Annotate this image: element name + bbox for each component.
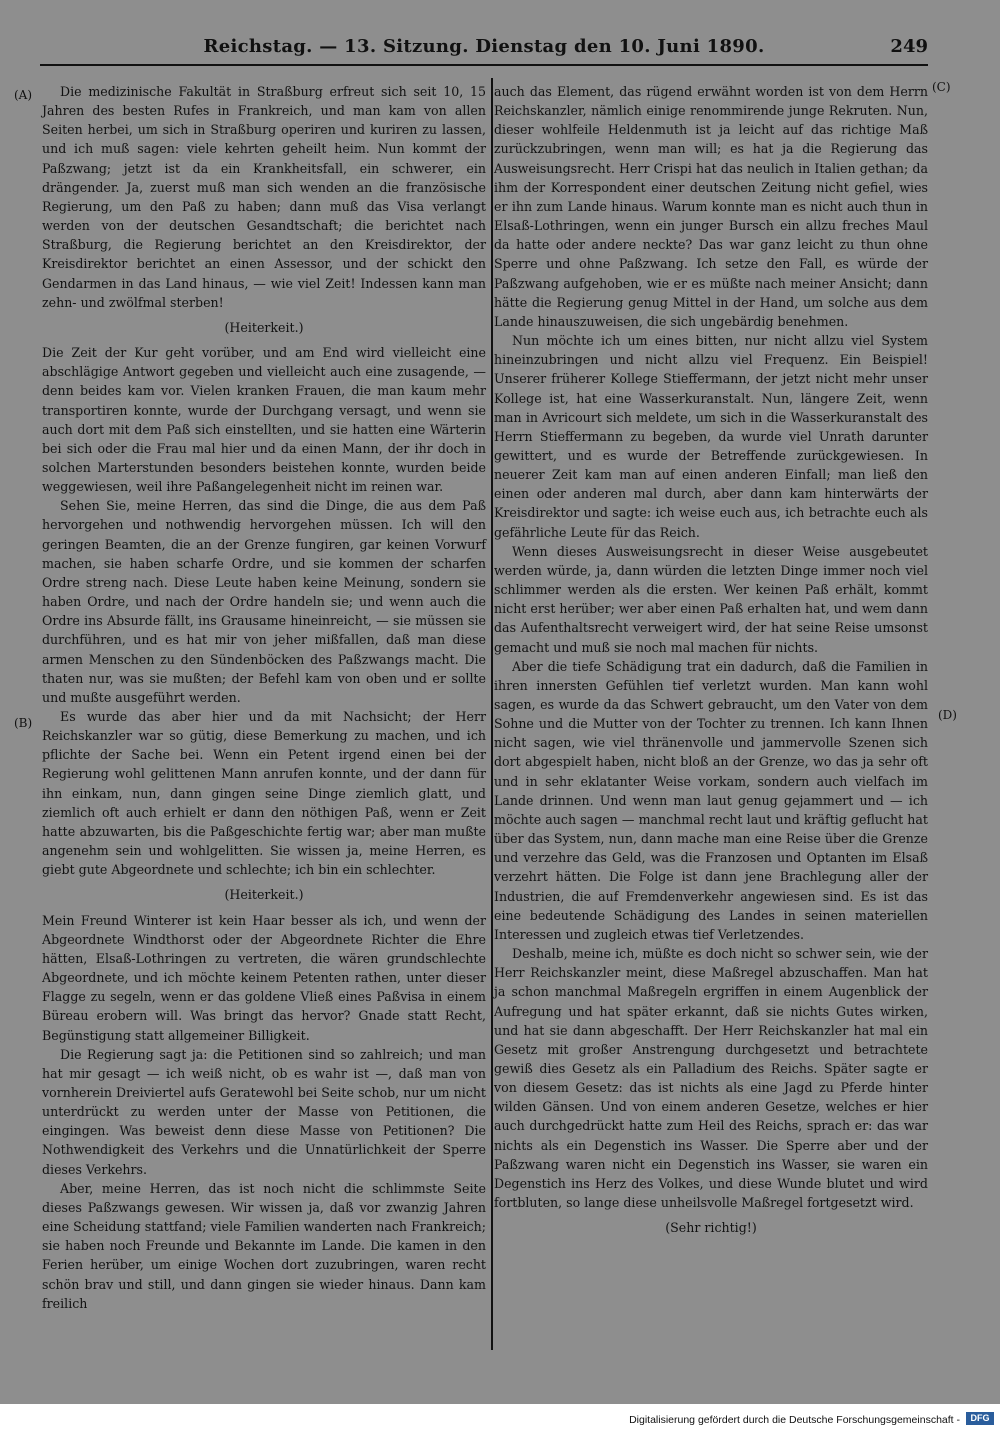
page-number: 249 [890, 36, 928, 57]
paragraph: Die Regierung sagt ja: die Petitionen sind so zahlreich; und man hat mir gesagt — ich weiß nicht, ob es wahr ist —, daß man von vornherein Dreiviertel aufs Geratewohl bei Seite schob, nur um nicht unterdrückt zu werden unter der Masse von Petitionen, die eingingen. Was beweist denn diese Masse von Petitionen? Die Nothwendigkeit des Verkehrs und die Unnatürlichkeit der Sperre dieses Verkehrs. [42, 1046, 486, 1177]
paragraph: Mein Freund Winterer ist kein Haar besser als ich, und wenn der Abgeordnete Windthorst oder der Abgeordnete Richter die Ehre hätten, Elsaß-Lothringen zu vertreten, die wären grundschlechte Abgeordnete, und ich möchte keinem Petenten rathen, unter dieser Flagge zu segeln, wenn er das goldene Vließ eines Paßvisa in einem Büreau erobern will. Was bringt das hervor? Gnade statt Recht, Begünstigung statt allgemeiner Billigkeit. [42, 912, 486, 1043]
interjection: (Sehr richtig!) [665, 1220, 757, 1236]
footer-bar [0, 1404, 1000, 1432]
dfg-logo: DFG [966, 1412, 994, 1425]
header-rule [40, 64, 928, 66]
paragraph: Aber die tiefe Schädigung trat ein dadurch, daß die Familien in ihren innersten Gefühlen tief verletzt wurden. Man kann wohl sagen, es wurde da das Schwert gebraucht, um den Vater von dem Sohne und die Mutter von der Tochter zu trennen. Ich kann Ihnen nicht sagen, wie viel thränenvolle und jammervolle Szenen sich dort abgespielt haben, nicht bloß an der Grenze, wo das ja sehr oft und in sehr eklatanter Weise vorkam, sondern auch vielfach im Lande drinnen. Und wenn man laut genug gejammert und — ich möchte auch sagen — manchmal recht laut und kräftig geflucht hat über das System, nun, dann mache man eine Reise über die Grenze und verzehre das Geld, was die Franzosen und Optanten im Elsaß verzehrt hätten. Die Folge ist dann jene Brachlegung aller der Industrien, die auf Fremdenverkehr angewiesen sind. Es ist das eine bedeutende Schädigung des Landes in seinen materiellen Interessen und zugleich etwas tief Verletzendes. [494, 658, 928, 942]
paragraph: Aber, meine Herren, das ist noch nicht die schlimmste Seite dieses Paßzwangs gewesen. Wir wissen ja, daß vor zwanzig Jahren eine Scheidung stattfand; viele Familien wanderten nach Frankreich; sie haben noch Freunde und Bekannte im Lande. Die kamen in den Ferien herüber, um einige Wochen dort zuzubringen, waren recht schön brav und still, und dann gingen sie wieder hinaus. Dann kam freilich [42, 1180, 486, 1311]
paragraph: Wenn dieses Ausweisungsrecht in dieser Weise ausgebeutet werden würde, ja, dann würden die letzten Dinge immer noch viel schlimmer werden als die ersten. Wer keinen Paß erhält, kommt nicht erst herüber; wer aber einen Paß erhalten hat, und wem dann das Aufenthaltsrecht verweigert wird, der hat seine Reise umsonst gemacht und muß sie noch mal machen für nichts. [494, 543, 928, 655]
left-column [42, 82, 486, 1313]
margin-mark-b: (B) [14, 716, 33, 730]
interjection: (Heiterkeit.) [224, 887, 304, 903]
right-column [494, 82, 928, 1243]
running-head: Reichstag. — 13. Sitzung. Dienstag den 10. Juni 1890. [203, 36, 765, 57]
paragraph: Die Zeit der Kur geht vorüber, und am End wird vielleicht eine abschlägige Antwort gegeben und vielleicht auch eine zusagende, — denn beides kam vor. Vielen kranken Frauen, die man kaum mehr transportiren konnte, wurde der Durchgang versagt, und wenn sie auch dort mit dem Paß sich einstellten, und sie hatten eine Wärterin bei sich oder die Frau mal hier und da einen Mann, der ihr doch in solchen Marterstunden besonders beistehen konnte, wurden beide weggewiesen, weil ihre Paßangelegenheit nicht im reinen war. [42, 345, 486, 495]
column-divider [491, 78, 493, 1350]
page-header [40, 36, 928, 66]
paragraph: Es wurde das aber hier und da mit Nachsicht; der Herr Reichskanzler war so gütig, diese Bemerkung zu machen, und ich pflichte der Sache bei. Wenn ein Petent irgend einen bei der Regierung wohl gelittenen Mann anrufen konnte, und der dann für ihn einkam, nun, dann gingen seine Dinge ziemlich glatt, und ziemlich oft auch erhielt er dann den nöthigen Paß, wenn er Zeit hatte abzuwarten, bis die Paßgeschichte fertig war; aber man mußte angenehm sein und wohlgelitten. Sie wissen ja, meine Herren, es giebt gute Abgeordnete und schlechte; ich bin ein schlechter. [42, 709, 486, 878]
paragraph: Deshalb, meine ich, müßte es doch nicht so schwer sein, wie der Herr Reichskanzler meint, diese Maßregel abzuschaffen. Man hat ja schon manchmal Maßregeln ergriffen in einem Augenblick der Aufregung und hat später erkannt, daß sie nichts Gutes wirken, und hat sie dann abgeschafft. Der Herr Reichskanzler hat mal ein Gesetz mit großer Anstrengung durchgesetzt und betrachtete gewiß dies Gesetz als ein Palladium des Reichs. Später sagte er von diesem Gesetz: das ist nichts als eine Jagd zu Pferde hinter wilden Gänsen. Und von einem anderen Gesetze, welches er hier auch durchgedrückt hatte zum Heil des Reichs, sprach er: das war nichts als ein Degenstich ins Wasser. Die Sperre aber und der Paßzwang waren nicht ein Degenstich ins Wasser, sie waren ein Degenstich ins Herz des Volkes, und diese Wunde blutet und wird fortbluten, so lange diese unheilsvolle Maßregel fortgesetzt wird. [494, 946, 928, 1211]
paragraph: Die medizinische Fakultät in Straßburg erfreut sich seit 10, 15 Jahren des besten Rufes in Frankreich, und man kam von allen Seiten herbei, um sich in Straßburg operiren und kuriren zu lassen, und ich muß sagen: viele kehrten geheilt heim. Nun kommt der Paßzwang; jetzt ist da ein Krankheitsfall, ein schwerer, ein drängender. Ja, zuerst muß man sich wenden an die französische Regierung, um den Paß zu haben; dann muß das Visa verlangt werden von der deutschen Gesandtschaft; die berichtet nach Straßburg, die Regierung berichtet an den Kreisdirektor, der Kreisdirektor berichtet an einen Assessor, und der schickt den Gendarmen in das Land hinaus, — wie viel Zeit! Indessen kann man zehn- und zwölfmal sterben! [42, 84, 486, 310]
paragraph: auch das Element, das rügend erwähnt worden ist von dem Herrn Reichskanzler, nämlich einige renommirende junge Rekruten. Nun, dieser wohlfeile Heldenmuth ist ja leicht auf das richtige Maß zurückzubringen, wenn man will; es hat ja die Regierung das Ausweisungsrecht. Herr Crispi hat das neulich in Italien gethan; da ihm der Korrespondent einer deutschen Zeitung nicht gefiel, wies er ihn zum Lande hinaus. Warum konnte man es nicht auch thun in Elsaß-Lothringen, wenn ein junger Bursch ein allzu freches Maul da hatte oder andere neckte? Das war ganz leicht zu thun ohne Sperre und ohne Paßzwang. Ich setze den Fall, es würde der Paßzwang aufgehoben, wie er es müßte nach meiner Ansicht; dann hätte die Regierung genug Mittel in der Hand, um solche aus dem Lande hinauszuweisen, die sich ungebärdig benehmen. [494, 84, 928, 329]
margin-mark-c: (C) [932, 80, 951, 94]
footer-credit: Digitalisierung gefördert durch die Deutsche Forschungsgemeinschaft - [629, 1414, 960, 1426]
margin-mark-a: (A) [14, 88, 33, 102]
interjection: (Heiterkeit.) [224, 319, 304, 335]
paragraph: Sehen Sie, meine Herren, das sind die Dinge, die aus dem Paß hervorgehen und nothwendig hervorgehen müssen. Ich will den geringen Beamten, die an der Grenze fungiren, gar keinen Vorwurf machen, sie haben scharfe Ordre, und sie kommen der scharfen Ordre streng nach. Diese Leute haben keine Meinung, sondern sie haben Ordre, und nach der Ordre handeln sie; und wenn auch die Ordre ins Absurde fällt, ins Grausame hineinreicht, — sie müssen sie durchführen, und es hat mir von jeher mißfallen, daß man diese armen Menschen zu den Sündenböcken des Paßzwangs macht. Die thaten nur, was sie mußten; der Befehl kam von oben und er sollte und mußte ausgeführt werden. [42, 498, 486, 705]
margin-mark-d: (D) [938, 708, 957, 722]
paragraph: Nun möchte ich um eines bitten, nur nicht allzu viel System hineinzubringen und nicht allzu viel Frequenz. Ein Beispiel! Unserer früherer Kollege Stieffermann, der jetzt nicht mehr unser Kollege ist, hat eine Wasserkuranstalt. Nun, längere Zeit, wenn man in Avricourt sich meldete, um sich in die Wasserkuranstalt des Herrn Stieffermann zu begeben, da wurde viel Unrath darunter gewittert, und es wurde der Betreffende zurückgewiesen. In neuerer Zeit kam man auf einen anderen Einfall; man ließ den einen oder anderen mal durch, aber dann kam hinterwärts der Kreisdirektor und sagte: ich weise euch aus, ich betrachte euch als gefährliche Leute für das Reich. [494, 333, 928, 540]
